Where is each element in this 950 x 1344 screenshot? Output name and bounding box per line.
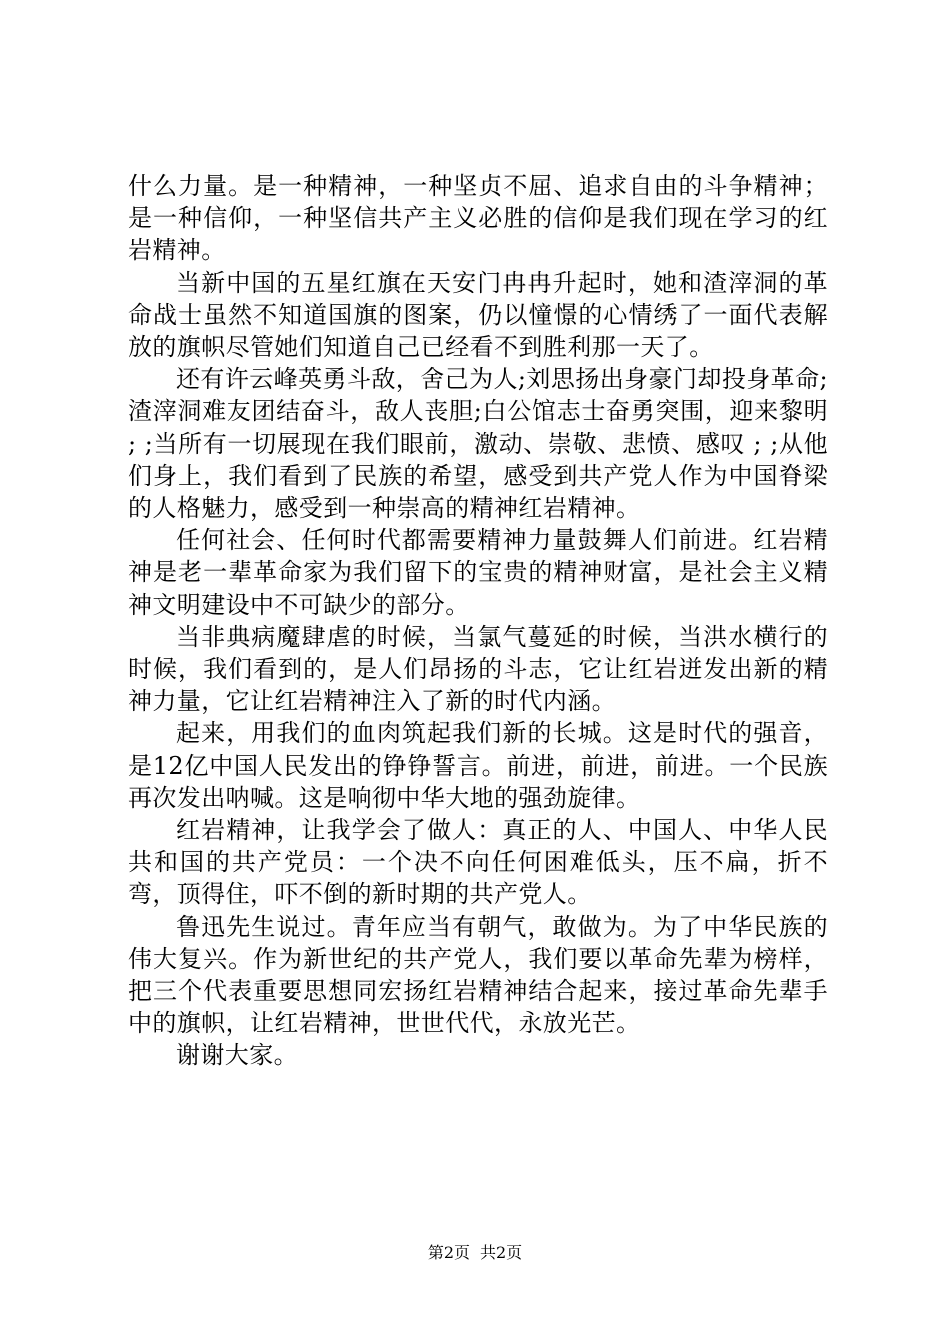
paragraph-4: 任何社会、任何时代都需要精神力量鼓舞人们前进。红岩精神是老一辈革命家为我们留下的宝贵的精神财富，是社会主义精神文明建设中不可缺少的部分。 xyxy=(128,526,828,619)
paragraph-8: 鲁迅先生说过。青年应当有朝气，敢做为。为了中华民族的伟大复兴。作为新世纪的共产党人，我们要以革命先辈为榜样，把三个代表重要思想同宏扬红岩精神结合起来，接过革命先辈手中的旗帜，让红岩精神，世世代代，永放光芒。 xyxy=(128,912,828,1038)
document-body xyxy=(128,170,828,1072)
page-total: 共2页 xyxy=(480,1243,523,1262)
paragraph-9: 谢谢大家。 xyxy=(176,1041,298,1070)
page-footer xyxy=(0,1243,950,1263)
paragraph-7: 红岩精神，让我学会了做人：真正的人、中国人、中华人民共和国的共产党员：一个决不向任何困难低头，压不扁，折不弯，顶得住，吓不倒的新时期的共产党人。 xyxy=(128,816,828,909)
paragraph-5: 当非典病魔肆虐的时候，当氯气蔓延的时候，当洪水横行的时候，我们看到的，是人们昂扬的斗志，它让红岩迸发出新的精神力量，它让红岩精神注入了新的时代内涵。 xyxy=(128,622,828,716)
paragraph-6: 起来，用我们的血肉筑起我们新的长城。这是时代的强音，是12亿中国人民发出的铮铮誓言。前进，前进，前进。一个民族再次发出呐喊。这是响彻中华大地的强劲旋律。 xyxy=(128,719,828,812)
page-number: 第2页 xyxy=(427,1243,470,1262)
paragraph-3: 还有许云峰英勇斗敌，舍己为人;刘思扬出身豪门却投身革命;渣滓洞难友团结奋斗，敌人丧胆;白公馆志士奋勇突围，迎来黎明 ; ;当所有一切展现在我们眼前，激动、崇敬、悲愤、感叹 ; ;从他们身上，我们看到了民族的希望，感受到共产党人作为中国脊梁的人格魅力，感受到一种崇高的精神红岩精神。 xyxy=(128,365,828,523)
paragraph-1: 什么力量。是一种精神，一种坚贞不屈、追求自由的斗争精神；是一种信仰，一种坚信共产主义必胜的信仰是我们现在学习的红岩精神。 xyxy=(128,172,828,265)
paragraph-2: 当新中国的五星红旗在天安门冉冉升起时，她和渣滓洞的革命战士虽然不知道国旗的图案，仍以憧憬的心情绣了一面代表解放的旗帜尽管她们知道自己已经看不到胜利那一天了。 xyxy=(128,268,828,362)
